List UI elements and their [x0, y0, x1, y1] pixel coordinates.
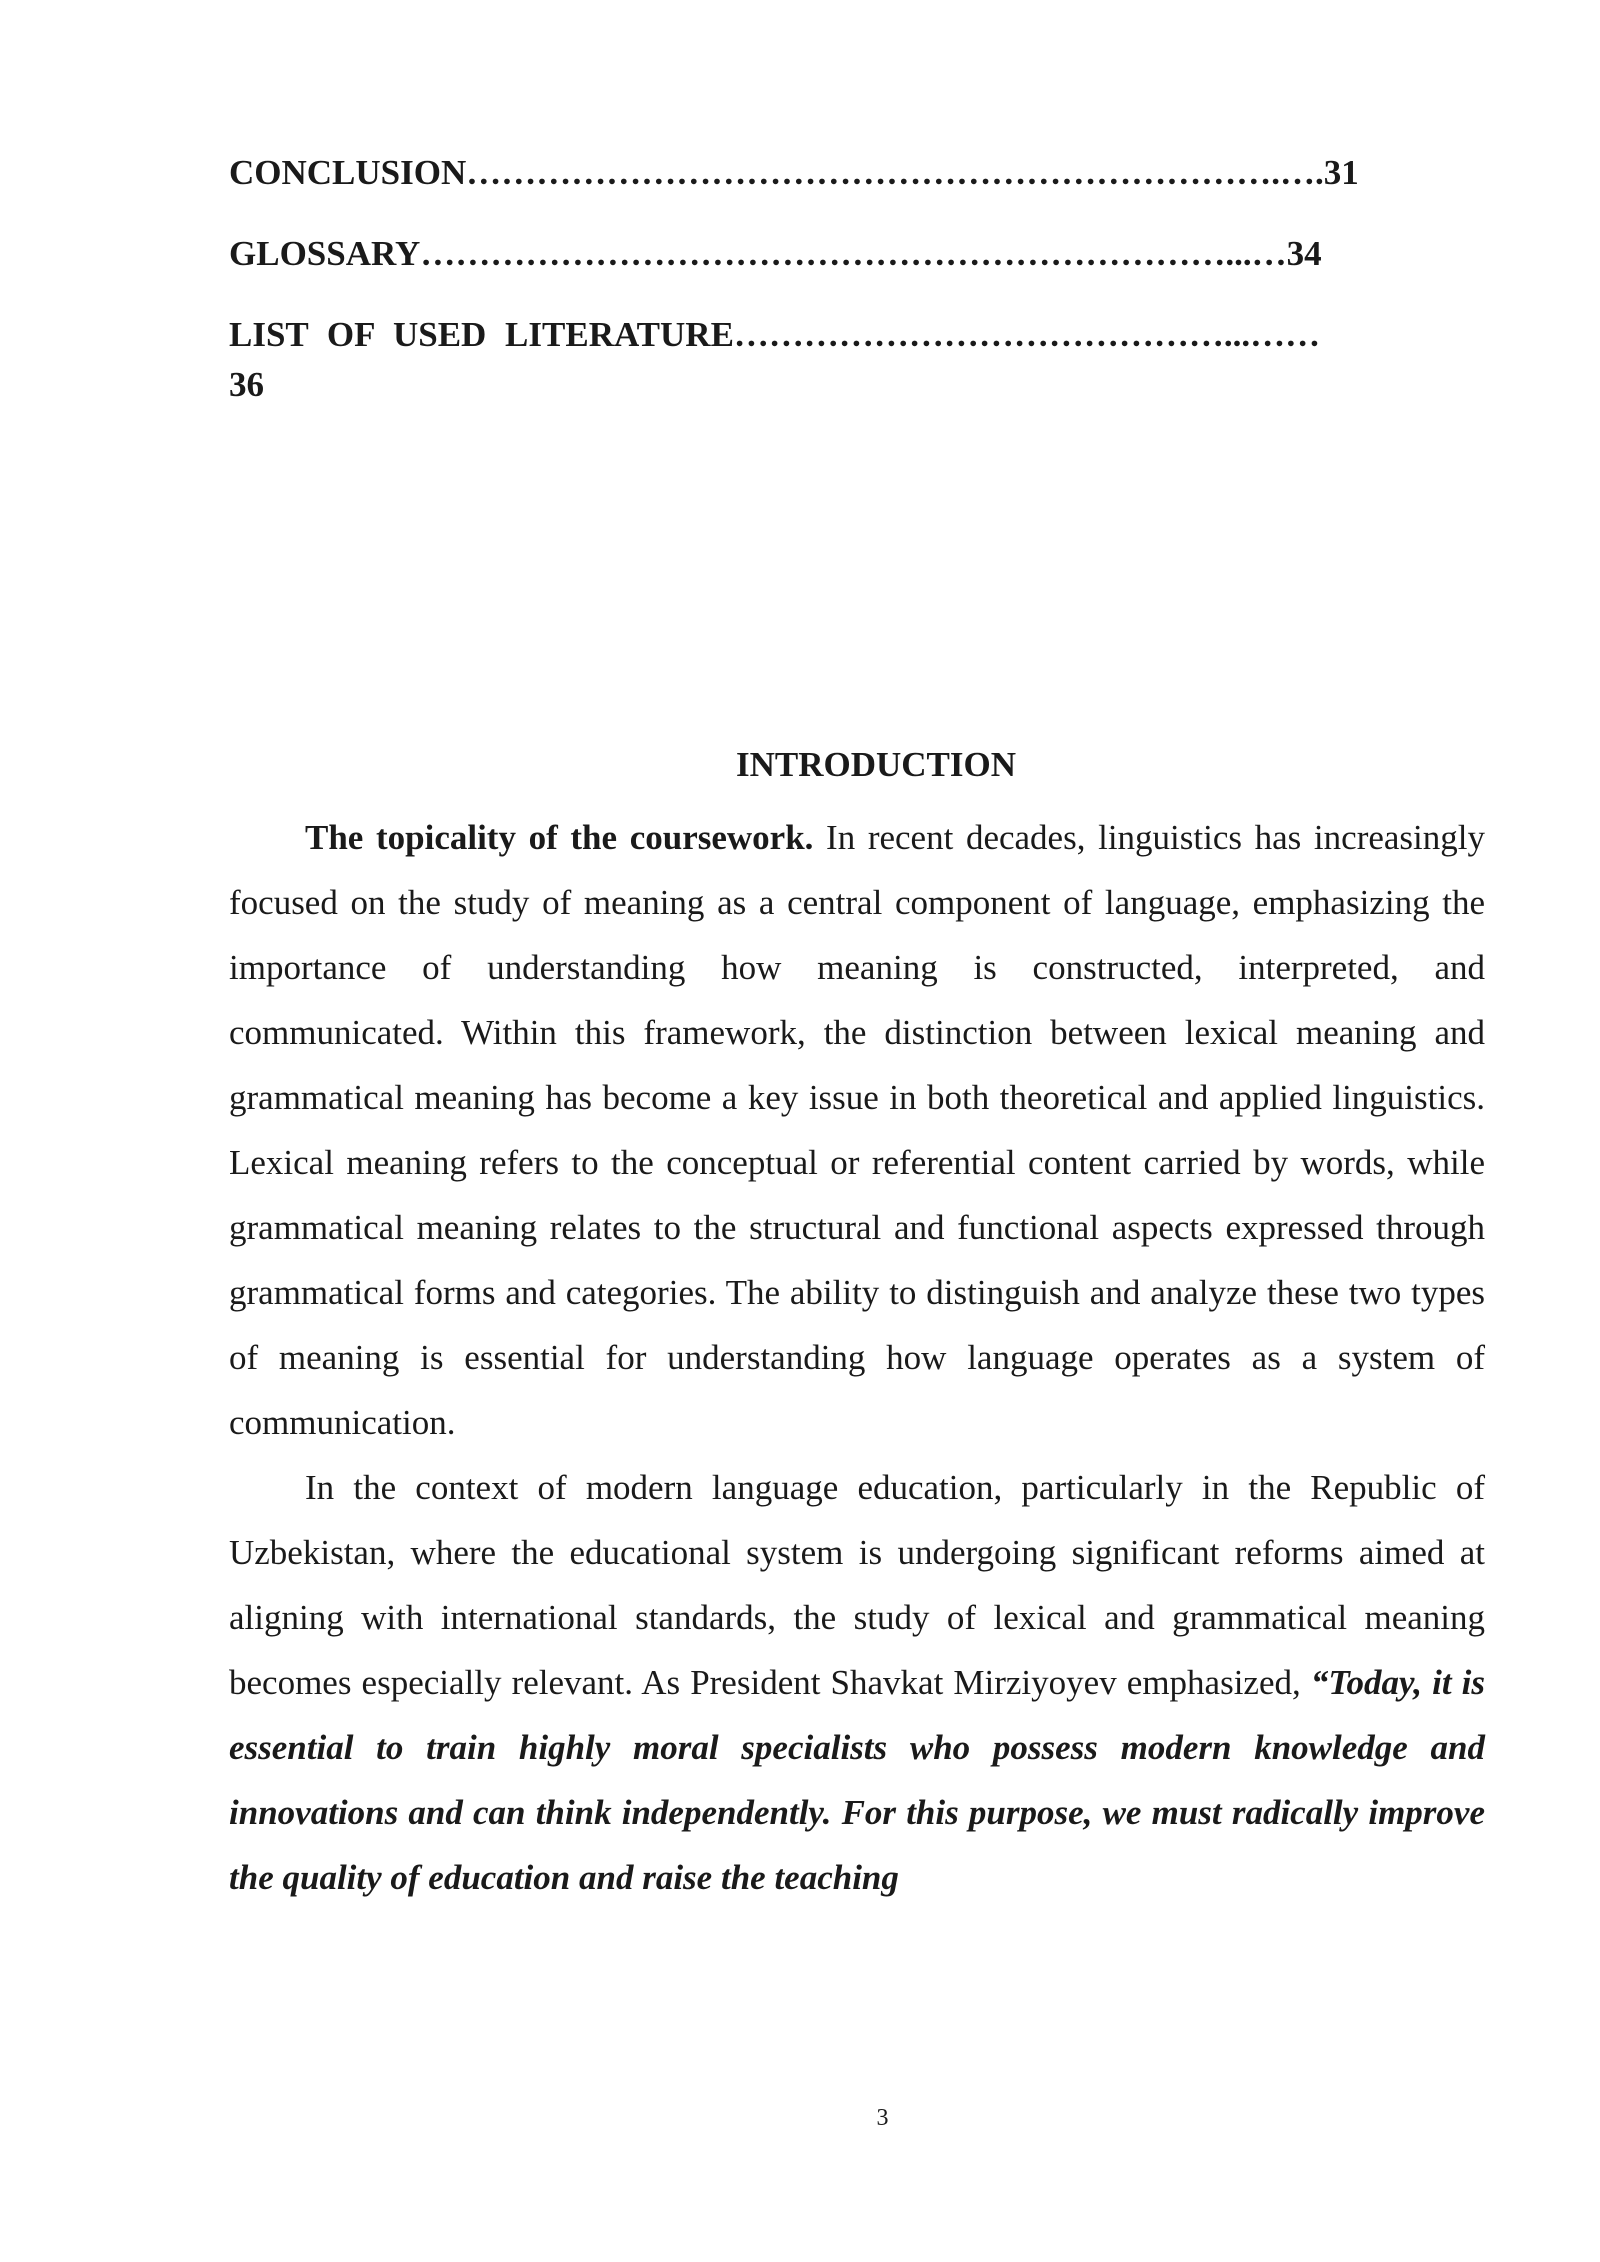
section-heading: INTRODUCTION — [735, 745, 1017, 784]
paragraph-lead: The topicality of the coursework. — [305, 818, 814, 857]
toc-entry-literature — [229, 310, 1485, 360]
paragraph-text: In recent decades, linguistics has increasingly focused on the study of meaning as a central component of language, emphasizing the importance of understanding how meaning is constructed, interpreted, and communicated. Within this framework, the distinction between lexical meaning and grammatical meaning has become a key issue in both theoretical and applied linguistics. Lexical meaning refers to the conceptual or referential content carried by words, while grammatical meaning relates to the structural and functional aspects expressed through grammatical forms and categories. The ability to distinguish and analyze these two types of meaning is essential for understanding how language operates as a system of communication. — [229, 818, 1485, 1442]
page-content — [229, 148, 1485, 1910]
toc-entry-conclusion: CONCLUSION…………………………………………………………….….31 — [229, 153, 1359, 192]
page-number: 3 — [876, 2105, 889, 2131]
toc-entry-glossary: GLOSSARY……………………………………………………………...…34 — [229, 234, 1322, 273]
toc-entry-literature-page: 36 — [229, 365, 264, 404]
intro-paragraph-2 — [229, 1455, 1485, 1910]
intro-paragraph-1 — [229, 805, 1485, 1455]
paragraph-text: In the context of modern language education, particularly in the Republic of Uzbekistan, where the educational system is undergoing significant reforms aimed at aligning with international standards, the study of lexical and grammatical meaning becomes especially relevant. As President Shavkat Mirziyoyev emphasized, — [229, 1468, 1485, 1702]
toc-entry-literature-label: LIST OF USED LITERATURE……………………………………...…… — [229, 315, 1321, 354]
president-quote: “Today, it is essential to train highly moral specialists who possess modern knowledge and innovations and can think independently. For this purpose, we must radically improve the quality of education and raise the teaching — [229, 1663, 1485, 1897]
